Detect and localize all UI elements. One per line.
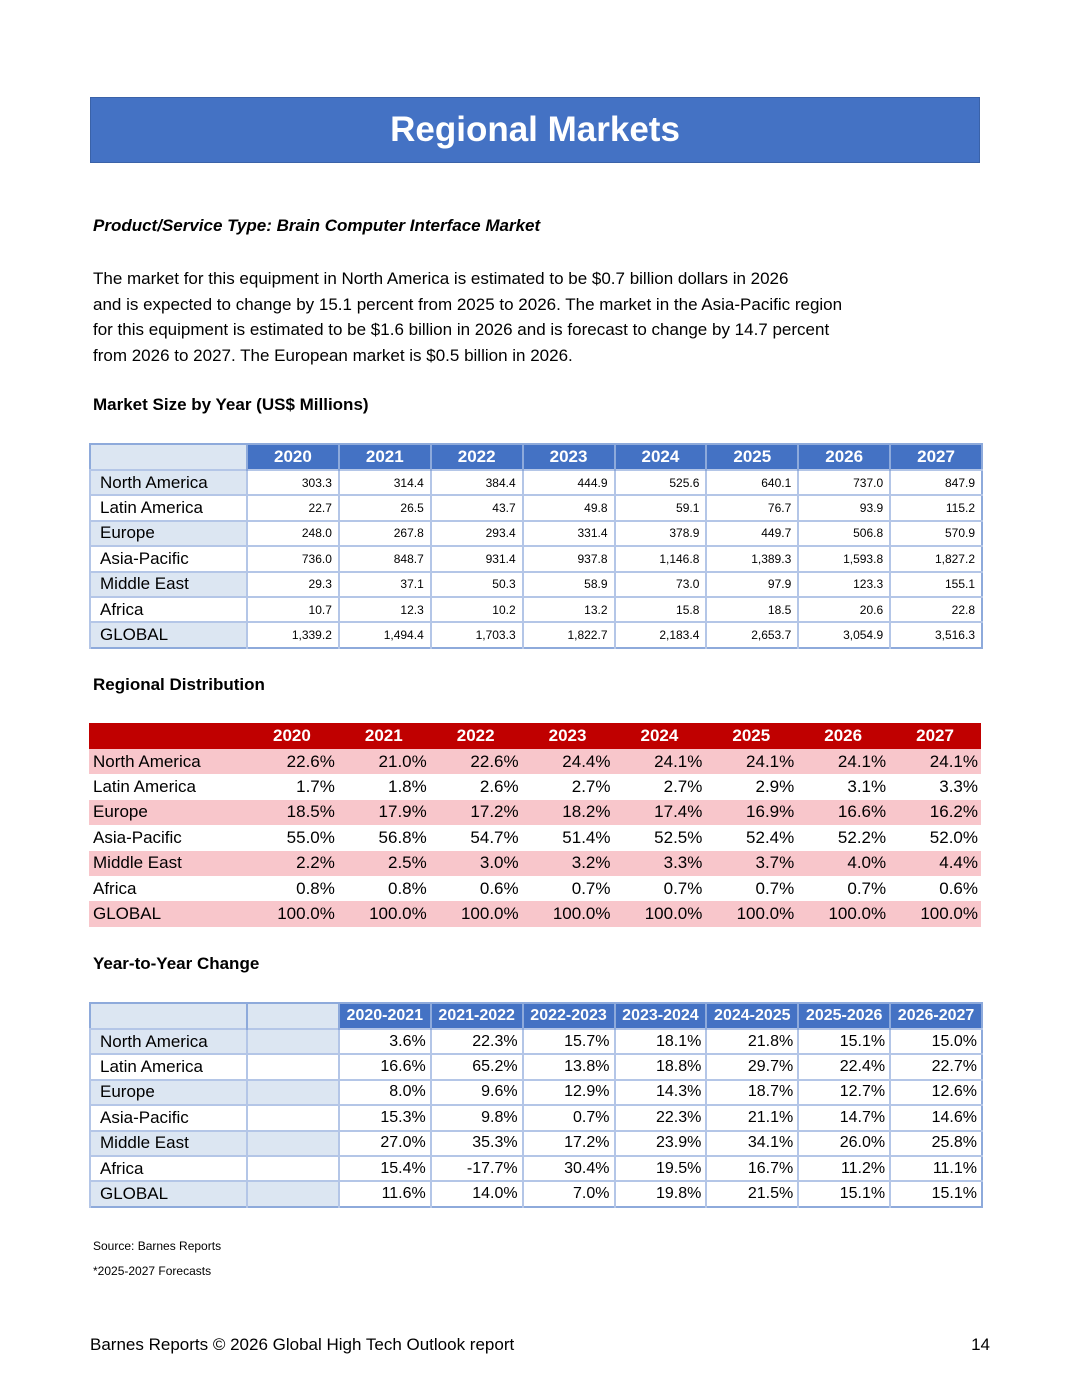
value-cell: 2.2% <box>246 851 338 876</box>
value-cell: 7.0% <box>523 1181 615 1206</box>
table-row <box>90 622 982 647</box>
value-cell: 54.7% <box>430 825 522 850</box>
value-cell: 17.9% <box>338 800 430 825</box>
value-cell: 15.1% <box>798 1029 890 1054</box>
value-cell: 8.0% <box>339 1080 431 1105</box>
value-cell: 73.0 <box>615 572 707 597</box>
value-cell: 3,516.3 <box>890 622 982 647</box>
value-cell: 15.3% <box>339 1105 431 1130</box>
value-cell: 12.3 <box>339 597 431 622</box>
region-label: Middle East <box>89 851 246 876</box>
value-cell: 22.4% <box>798 1054 890 1079</box>
table-row <box>89 851 981 876</box>
blank-cell <box>247 1156 339 1181</box>
value-cell: 16.7% <box>706 1156 798 1181</box>
column-header: 2023-2024 <box>615 1003 707 1029</box>
table-header-row <box>90 444 982 470</box>
value-cell: 13.2 <box>523 597 615 622</box>
column-header: 2022 <box>430 723 522 749</box>
value-cell: 16.9% <box>705 800 797 825</box>
value-cell: 26.0% <box>798 1131 890 1156</box>
column-header: 2024 <box>614 723 706 749</box>
product-type-subtitle: Product/Service Type: Brain Computer Interface Market <box>93 216 541 235</box>
value-cell: 0.7% <box>797 876 889 901</box>
value-cell: 14.0% <box>431 1181 523 1206</box>
value-cell: 13.8% <box>523 1054 615 1079</box>
table-row <box>90 1029 982 1054</box>
table-row <box>90 546 982 571</box>
header-blank-cell <box>89 723 246 749</box>
value-cell: 449.7 <box>706 521 798 546</box>
region-label: GLOBAL <box>90 622 247 647</box>
region-label: Asia-Pacific <box>89 825 246 850</box>
paragraph-line: for this equipment is estimated to be $1.6 billion in 2026 and is forecast to change by 14.7 percent <box>93 320 830 339</box>
value-cell: 848.7 <box>339 546 431 571</box>
page-number: 14 <box>971 1335 990 1354</box>
value-cell: 3.7% <box>705 851 797 876</box>
table-header-row <box>90 1003 982 1029</box>
value-cell: 50.3 <box>431 572 523 597</box>
value-cell: 55.0% <box>246 825 338 850</box>
paragraph-line: from 2026 to 2027. The European market is $0.5 billion in 2026. <box>93 345 573 365</box>
value-cell: 29.7% <box>706 1054 798 1079</box>
value-cell: 22.7% <box>890 1054 982 1079</box>
value-cell: 19.8% <box>615 1181 707 1206</box>
yoy-table <box>89 1002 983 1208</box>
value-cell: 248.0 <box>247 521 339 546</box>
value-cell: 331.4 <box>523 521 615 546</box>
value-cell: 3.2% <box>522 851 614 876</box>
value-cell: 15.1% <box>890 1181 982 1206</box>
value-cell: 444.9 <box>523 470 615 495</box>
value-cell: 24.1% <box>889 749 981 774</box>
value-cell: 384.4 <box>431 470 523 495</box>
blank-cell <box>247 1181 339 1206</box>
table-row <box>90 1105 982 1130</box>
region-label: Middle East <box>90 1131 247 1156</box>
value-cell: 18.1% <box>615 1029 707 1054</box>
table-row <box>90 521 982 546</box>
column-header: 2023 <box>522 723 614 749</box>
value-cell: 293.4 <box>431 521 523 546</box>
value-cell: -17.7% <box>431 1156 523 1181</box>
region-label: Europe <box>90 521 247 546</box>
value-cell: 14.3% <box>615 1080 707 1105</box>
table-row <box>90 1181 982 1206</box>
value-cell: 100.0% <box>522 901 614 926</box>
value-cell: 155.1 <box>890 572 982 597</box>
value-cell: 59.1 <box>615 495 707 520</box>
value-cell: 10.2 <box>431 597 523 622</box>
value-cell: 737.0 <box>798 470 890 495</box>
value-cell: 100.0% <box>797 901 889 926</box>
column-header: 2020-2021 <box>339 1003 431 1029</box>
value-cell: 25.8% <box>890 1131 982 1156</box>
table-row <box>90 1080 982 1105</box>
value-cell: 3,054.9 <box>798 622 890 647</box>
value-cell: 1,827.2 <box>890 546 982 571</box>
blank-cell <box>247 1080 339 1105</box>
column-header: 2020 <box>246 723 338 749</box>
banner-title: Regional Markets <box>390 110 680 149</box>
value-cell: 12.6% <box>890 1080 982 1105</box>
value-cell: 2.5% <box>338 851 430 876</box>
column-header: 2022 <box>431 444 523 470</box>
paragraph-line: and is expected to change by 15.1 percent from 2025 to 2026. The market in the Asia-Pacific region <box>93 294 843 314</box>
value-cell: 18.5 <box>706 597 798 622</box>
table-row <box>89 749 981 774</box>
region-label: Asia-Pacific <box>90 546 247 571</box>
value-cell: 314.4 <box>339 470 431 495</box>
value-cell: 26.5 <box>339 495 431 520</box>
region-label: Asia-Pacific <box>90 1105 247 1130</box>
value-cell: 931.4 <box>431 546 523 571</box>
header-blank-cell <box>90 1003 247 1029</box>
value-cell: 100.0% <box>889 901 981 926</box>
column-header: 2024-2025 <box>706 1003 798 1029</box>
value-cell: 11.1% <box>890 1156 982 1181</box>
value-cell: 378.9 <box>615 521 707 546</box>
value-cell: 43.7 <box>431 495 523 520</box>
paragraph-line: The market for this equipment in North America is estimated to be $0.7 billion dollars in 2026 <box>93 269 789 288</box>
value-cell: 16.2% <box>889 800 981 825</box>
value-cell: 18.7% <box>706 1080 798 1105</box>
column-header: 2026-2027 <box>890 1003 982 1029</box>
value-cell: 37.1 <box>339 572 431 597</box>
value-cell: 736.0 <box>247 546 339 571</box>
source-note: Source: Barnes Reports <box>93 1239 222 1253</box>
value-cell: 3.0% <box>430 851 522 876</box>
yoy-title: Year-to-Year Change <box>93 954 260 973</box>
value-cell: 15.4% <box>339 1156 431 1181</box>
value-cell: 10.7 <box>247 597 339 622</box>
header-blank-cell <box>90 444 247 470</box>
value-cell: 847.9 <box>890 470 982 495</box>
table-row <box>90 1156 982 1181</box>
value-cell: 12.7% <box>798 1080 890 1105</box>
value-cell: 30.4% <box>523 1156 615 1181</box>
value-cell: 18.2% <box>522 800 614 825</box>
value-cell: 0.7% <box>614 876 706 901</box>
region-label: Africa <box>90 597 247 622</box>
region-label: North America <box>89 749 246 774</box>
value-cell: 51.4% <box>522 825 614 850</box>
value-cell: 58.9 <box>523 572 615 597</box>
table-row <box>90 470 982 495</box>
column-header: 2022-2023 <box>523 1003 615 1029</box>
blank-cell <box>247 1054 339 1079</box>
value-cell: 17.2% <box>430 800 522 825</box>
table-row <box>89 825 981 850</box>
value-cell: 52.5% <box>614 825 706 850</box>
region-label: Latin America <box>90 495 247 520</box>
value-cell: 49.8 <box>523 495 615 520</box>
value-cell: 27.0% <box>339 1131 431 1156</box>
value-cell: 16.6% <box>339 1054 431 1079</box>
value-cell: 22.3% <box>615 1105 707 1130</box>
value-cell: 22.7 <box>247 495 339 520</box>
value-cell: 21.5% <box>706 1181 798 1206</box>
value-cell: 0.6% <box>430 876 522 901</box>
region-label: North America <box>90 1029 247 1054</box>
region-label: Africa <box>90 1156 247 1181</box>
value-cell: 2,183.4 <box>615 622 707 647</box>
value-cell: 15.0% <box>890 1029 982 1054</box>
table-row <box>90 495 982 520</box>
value-cell: 17.2% <box>523 1131 615 1156</box>
column-header: 2025 <box>706 444 798 470</box>
value-cell: 267.8 <box>339 521 431 546</box>
value-cell: 52.0% <box>889 825 981 850</box>
value-cell: 15.7% <box>523 1029 615 1054</box>
distribution-table <box>89 723 981 927</box>
region-label: Middle East <box>90 572 247 597</box>
region-label: Europe <box>89 800 246 825</box>
value-cell: 640.1 <box>706 470 798 495</box>
value-cell: 4.4% <box>889 851 981 876</box>
table-row <box>89 800 981 825</box>
value-cell: 22.3% <box>431 1029 523 1054</box>
value-cell: 52.2% <box>797 825 889 850</box>
value-cell: 3.1% <box>797 774 889 799</box>
value-cell: 24.1% <box>614 749 706 774</box>
value-cell: 22.6% <box>430 749 522 774</box>
blank-cell <box>247 1105 339 1130</box>
value-cell: 1,339.2 <box>247 622 339 647</box>
market-size-table <box>89 443 983 649</box>
value-cell: 123.3 <box>798 572 890 597</box>
market-size-body <box>90 470 982 648</box>
column-header: 2021 <box>339 444 431 470</box>
value-cell: 1.7% <box>246 774 338 799</box>
value-cell: 18.5% <box>246 800 338 825</box>
value-cell: 570.9 <box>890 521 982 546</box>
value-cell: 506.8 <box>798 521 890 546</box>
header-blank-cell <box>247 1003 339 1029</box>
value-cell: 1,146.8 <box>615 546 707 571</box>
value-cell: 1.8% <box>338 774 430 799</box>
value-cell: 0.7% <box>522 876 614 901</box>
value-cell: 52.4% <box>705 825 797 850</box>
value-cell: 16.6% <box>797 800 889 825</box>
value-cell: 115.2 <box>890 495 982 520</box>
column-header: 2027 <box>890 444 982 470</box>
value-cell: 21.1% <box>706 1105 798 1130</box>
value-cell: 24.1% <box>797 749 889 774</box>
value-cell: 15.8 <box>615 597 707 622</box>
value-cell: 0.8% <box>338 876 430 901</box>
value-cell: 22.6% <box>246 749 338 774</box>
column-header: 2025-2026 <box>798 1003 890 1029</box>
value-cell: 2,653.7 <box>706 622 798 647</box>
value-cell: 22.8 <box>890 597 982 622</box>
value-cell: 2.6% <box>430 774 522 799</box>
value-cell: 100.0% <box>430 901 522 926</box>
table-row <box>90 1054 982 1079</box>
value-cell: 97.9 <box>706 572 798 597</box>
column-header: 2026 <box>797 723 889 749</box>
value-cell: 937.8 <box>523 546 615 571</box>
footer-text: Barnes Reports © 2026 Global High Tech Outlook report <box>90 1335 515 1354</box>
blank-cell <box>247 1131 339 1156</box>
column-header: 2020 <box>247 444 339 470</box>
value-cell: 303.3 <box>247 470 339 495</box>
value-cell: 11.6% <box>339 1181 431 1206</box>
value-cell: 2.7% <box>522 774 614 799</box>
value-cell: 24.4% <box>522 749 614 774</box>
value-cell: 56.8% <box>338 825 430 850</box>
forecast-note: *2025-2027 Forecasts <box>93 1264 212 1278</box>
value-cell: 18.8% <box>615 1054 707 1079</box>
value-cell: 34.1% <box>706 1131 798 1156</box>
value-cell: 12.9% <box>523 1080 615 1105</box>
value-cell: 23.9% <box>615 1131 707 1156</box>
value-cell: 100.0% <box>614 901 706 926</box>
value-cell: 100.0% <box>338 901 430 926</box>
value-cell: 29.3 <box>247 572 339 597</box>
value-cell: 2.9% <box>705 774 797 799</box>
column-header: 2024 <box>615 444 707 470</box>
value-cell: 17.4% <box>614 800 706 825</box>
region-label: GLOBAL <box>89 901 246 926</box>
value-cell: 1,389.3 <box>706 546 798 571</box>
table-row <box>90 597 982 622</box>
value-cell: 0.8% <box>246 876 338 901</box>
value-cell: 525.6 <box>615 470 707 495</box>
table-header-row <box>89 723 981 749</box>
value-cell: 93.9 <box>798 495 890 520</box>
summary-paragraph <box>93 266 893 368</box>
region-label: Europe <box>90 1080 247 1105</box>
value-cell: 21.0% <box>338 749 430 774</box>
value-cell: 9.6% <box>431 1080 523 1105</box>
column-header: 2021 <box>338 723 430 749</box>
value-cell: 24.1% <box>705 749 797 774</box>
table-row <box>89 774 981 799</box>
value-cell: 15.1% <box>798 1181 890 1206</box>
region-label: Latin America <box>89 774 246 799</box>
region-label: North America <box>90 470 247 495</box>
value-cell: 3.6% <box>339 1029 431 1054</box>
value-cell: 1,593.8 <box>798 546 890 571</box>
value-cell: 1,703.3 <box>431 622 523 647</box>
value-cell: 3.3% <box>614 851 706 876</box>
column-header: 2025 <box>705 723 797 749</box>
distribution-title: Regional Distribution <box>93 675 265 694</box>
column-header: 2026 <box>798 444 890 470</box>
yoy-body <box>90 1029 982 1207</box>
value-cell: 65.2% <box>431 1054 523 1079</box>
value-cell: 76.7 <box>706 495 798 520</box>
value-cell: 1,822.7 <box>523 622 615 647</box>
value-cell: 9.8% <box>431 1105 523 1130</box>
value-cell: 14.6% <box>890 1105 982 1130</box>
column-header: 2023 <box>523 444 615 470</box>
value-cell: 19.5% <box>615 1156 707 1181</box>
blank-cell <box>247 1029 339 1054</box>
value-cell: 14.7% <box>798 1105 890 1130</box>
market-size-title: Market Size by Year (US$ Millions) <box>93 395 369 414</box>
table-row <box>90 1131 982 1156</box>
value-cell: 3.3% <box>889 774 981 799</box>
column-header: 2027 <box>889 723 981 749</box>
distribution-body <box>89 749 981 927</box>
region-label: Africa <box>89 876 246 901</box>
value-cell: 20.6 <box>798 597 890 622</box>
value-cell: 100.0% <box>705 901 797 926</box>
value-cell: 100.0% <box>246 901 338 926</box>
page-banner <box>90 97 980 163</box>
value-cell: 2.7% <box>614 774 706 799</box>
region-label: GLOBAL <box>90 1181 247 1206</box>
value-cell: 11.2% <box>798 1156 890 1181</box>
value-cell: 1,494.4 <box>339 622 431 647</box>
value-cell: 21.8% <box>706 1029 798 1054</box>
column-header: 2021-2022 <box>431 1003 523 1029</box>
value-cell: 0.7% <box>705 876 797 901</box>
table-row <box>90 572 982 597</box>
value-cell: 35.3% <box>431 1131 523 1156</box>
value-cell: 0.6% <box>889 876 981 901</box>
table-row <box>89 901 981 926</box>
region-label: Latin America <box>90 1054 247 1079</box>
value-cell: 4.0% <box>797 851 889 876</box>
value-cell: 0.7% <box>523 1105 615 1130</box>
table-row <box>89 876 981 901</box>
